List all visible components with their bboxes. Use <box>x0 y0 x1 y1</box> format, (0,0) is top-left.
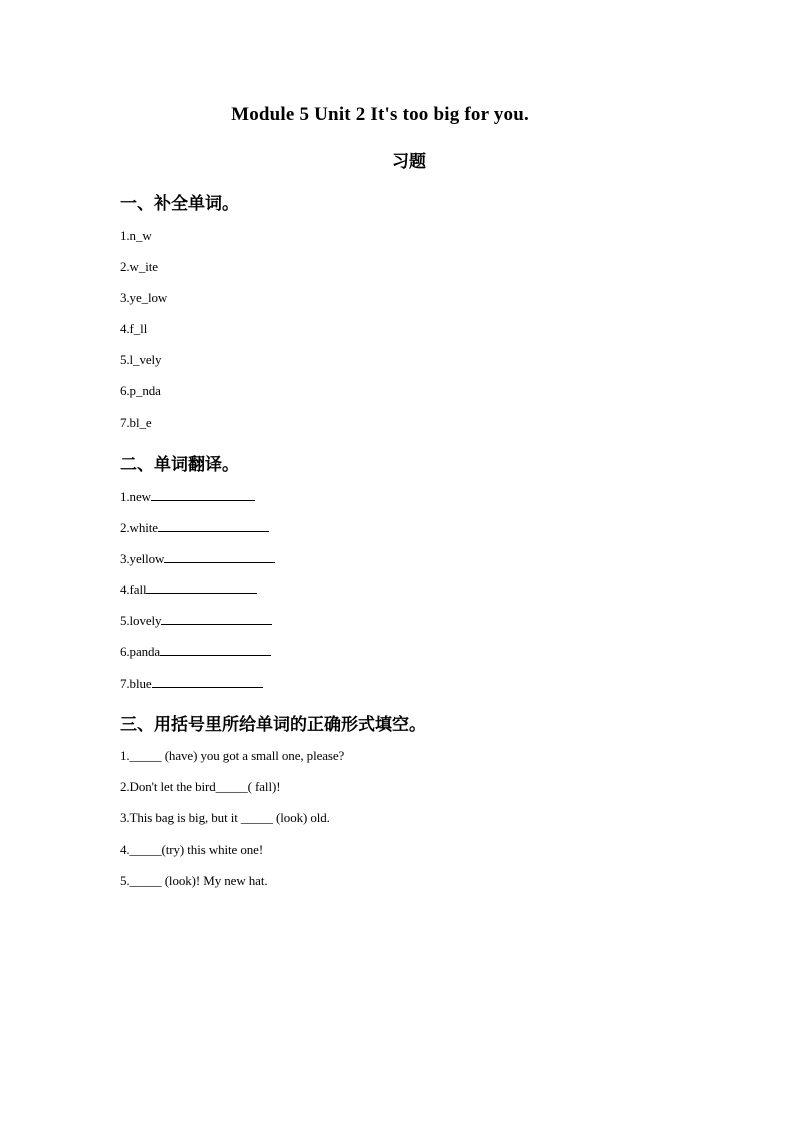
answer-blank[interactable] <box>146 581 257 594</box>
section-2-word: 3.yellow <box>120 551 165 566</box>
section-2-item <box>120 612 272 629</box>
answer-blank[interactable] <box>164 550 275 563</box>
answer-blank[interactable] <box>160 643 271 656</box>
section-2-word: 2.white <box>120 520 158 535</box>
section-1-heading: 一、补全单词。 <box>120 194 239 214</box>
section-3-item: 1._____ (have) you got a small one, please? <box>120 748 345 763</box>
section-2-item <box>120 643 271 660</box>
section-2-word: 7.blue <box>120 676 152 691</box>
answer-blank[interactable] <box>152 675 263 688</box>
section-2-item <box>120 488 255 505</box>
section-1-item: 1.n_w <box>120 228 152 243</box>
section-2-word: 5.lovely <box>120 613 162 628</box>
page-subtitle: 习题 <box>392 152 426 172</box>
section-2-item <box>120 519 269 536</box>
section-2-word: 1.new <box>120 489 151 504</box>
page-title: Module 5 Unit 2 It's too big for you. <box>231 104 529 125</box>
section-2-word: 4.fall <box>120 582 147 597</box>
section-1-item: 6.p_nda <box>120 383 161 398</box>
section-1-item: 3.ye_low <box>120 290 168 305</box>
section-2-item <box>120 581 257 598</box>
section-2-item <box>120 550 275 567</box>
section-1-item: 4.f_ll <box>120 321 148 336</box>
section-2-heading: 二、单词翻译。 <box>120 455 239 475</box>
section-3-heading: 三、用括号里所给单词的正确形式填空。 <box>120 715 426 735</box>
section-3-item: 3.This bag is big, but it _____ (look) old. <box>120 810 330 825</box>
section-3-item: 2.Don't let the bird_____( fall)! <box>120 779 281 794</box>
answer-blank[interactable] <box>158 519 269 532</box>
answer-blank[interactable] <box>151 488 255 501</box>
section-1-item: 7.bl_e <box>120 415 152 430</box>
section-1-item: 5.l_vely <box>120 352 162 367</box>
section-1-item: 2.w_ite <box>120 259 158 274</box>
section-2-item <box>120 675 263 692</box>
answer-blank[interactable] <box>161 612 272 625</box>
section-3-item: 4._____(try) this white one! <box>120 842 264 857</box>
section-3-item: 5._____ (look)! My new hat. <box>120 873 268 888</box>
section-2-word: 6.panda <box>120 644 161 659</box>
